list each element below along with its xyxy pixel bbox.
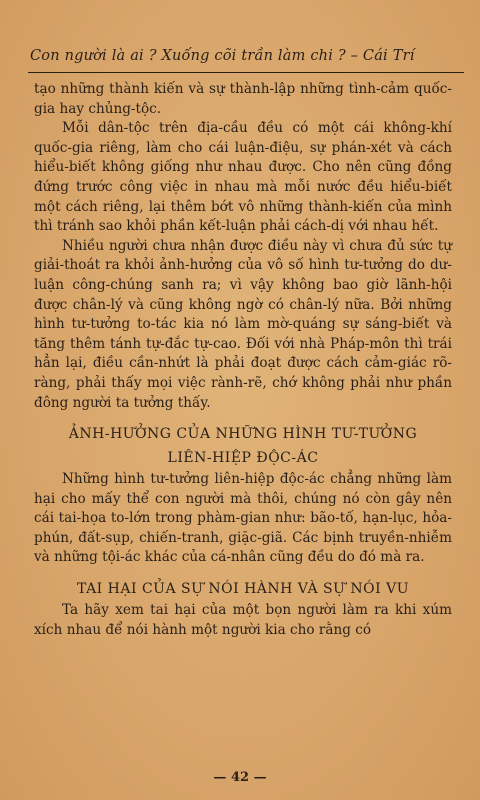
section-heading-2: TAI HẠI CỦA SỰ NÓI HÀNH VÀ SỰ NÓI VU [77,581,409,598]
page-body [34,80,452,640]
section-heading-line-2: LIÊN-HIỆP ĐỘC-ÁC [167,450,319,467]
paragraph: Mỗi dân-tộc trên địa-cầu đều có một cái không-khí quốc-gia riêng, làm cho cái luận-điệu, sự phán-xét và cách hiểu-biết không giống như nhau được. Cho nên cũng đồng đứng trước công việc in nhau mà mỗi nước đều hiểu-biết một cách riêng, lại thêm bớt vô những thành-kiến của mình thì tránh sao khỏi phần kết-luận phải cách-dị với nhau hết. [34,120,452,235]
running-header: Con người là ai ? Xuống cõi trần làm chi ? – Cái Trí [30,48,415,64]
header-rule [28,72,464,73]
paragraph: Nhiều người chưa nhận được điều này vì chưa đủ sức tự giải-thoát ra khỏi ảnh-hưởng của vô số hình tư-tưởng do dư-luận công-chúng sanh ra; vì vậy không bao giờ lãnh-hội được chân-lý và cũng không ngờ có chân-lý nữa. Bởi những hình tư-tưởng to-tác kia nó làm mờ-quáng sự sáng-biết và tăng thêm tánh tự-đắc tự-cao. Đối với nhà Pháp-môn thì trái hẳn lại, điều cần-nhứt là phải đoạt được cách cảm-giác rõ-ràng, phải thấy mọi việc rành-rẽ, chớ không phải như phần đông người ta tưởng thấy. [34,237,452,411]
section-heading [34,422,452,470]
section-heading-line-1: ẢNH-HƯỞNG CỦA NHỮNG HÌNH TƯ-TƯỞNG [68,426,418,443]
paragraph: Ta hãy xem tai hại của một bọn người làm ra khi xúm xích nhau để nói hành một người kia cho rằng có [34,602,452,638]
paragraph: Những hình tư-tưởng liên-hiệp độc-ác chẳng những làm hại cho mấy thể con người mà thôi, chúng nó còn gây nên cái tai-họa to-lớn trong phàm-gian như: bão-tố, hạn-lục, hỏa-phún, đất-sụp, chiến-tranh, giặc-giã. Các bịnh truyền-nhiễm và những tội-ác khác của cá-nhân cũng đều do đó mà ra. [34,471,452,566]
page-number: — 42 — [213,770,267,785]
paragraph-continued: tạo những thành kiến và sự thành-lập những tình-cảm quốc-gia hay chủng-tộc. [34,81,452,117]
